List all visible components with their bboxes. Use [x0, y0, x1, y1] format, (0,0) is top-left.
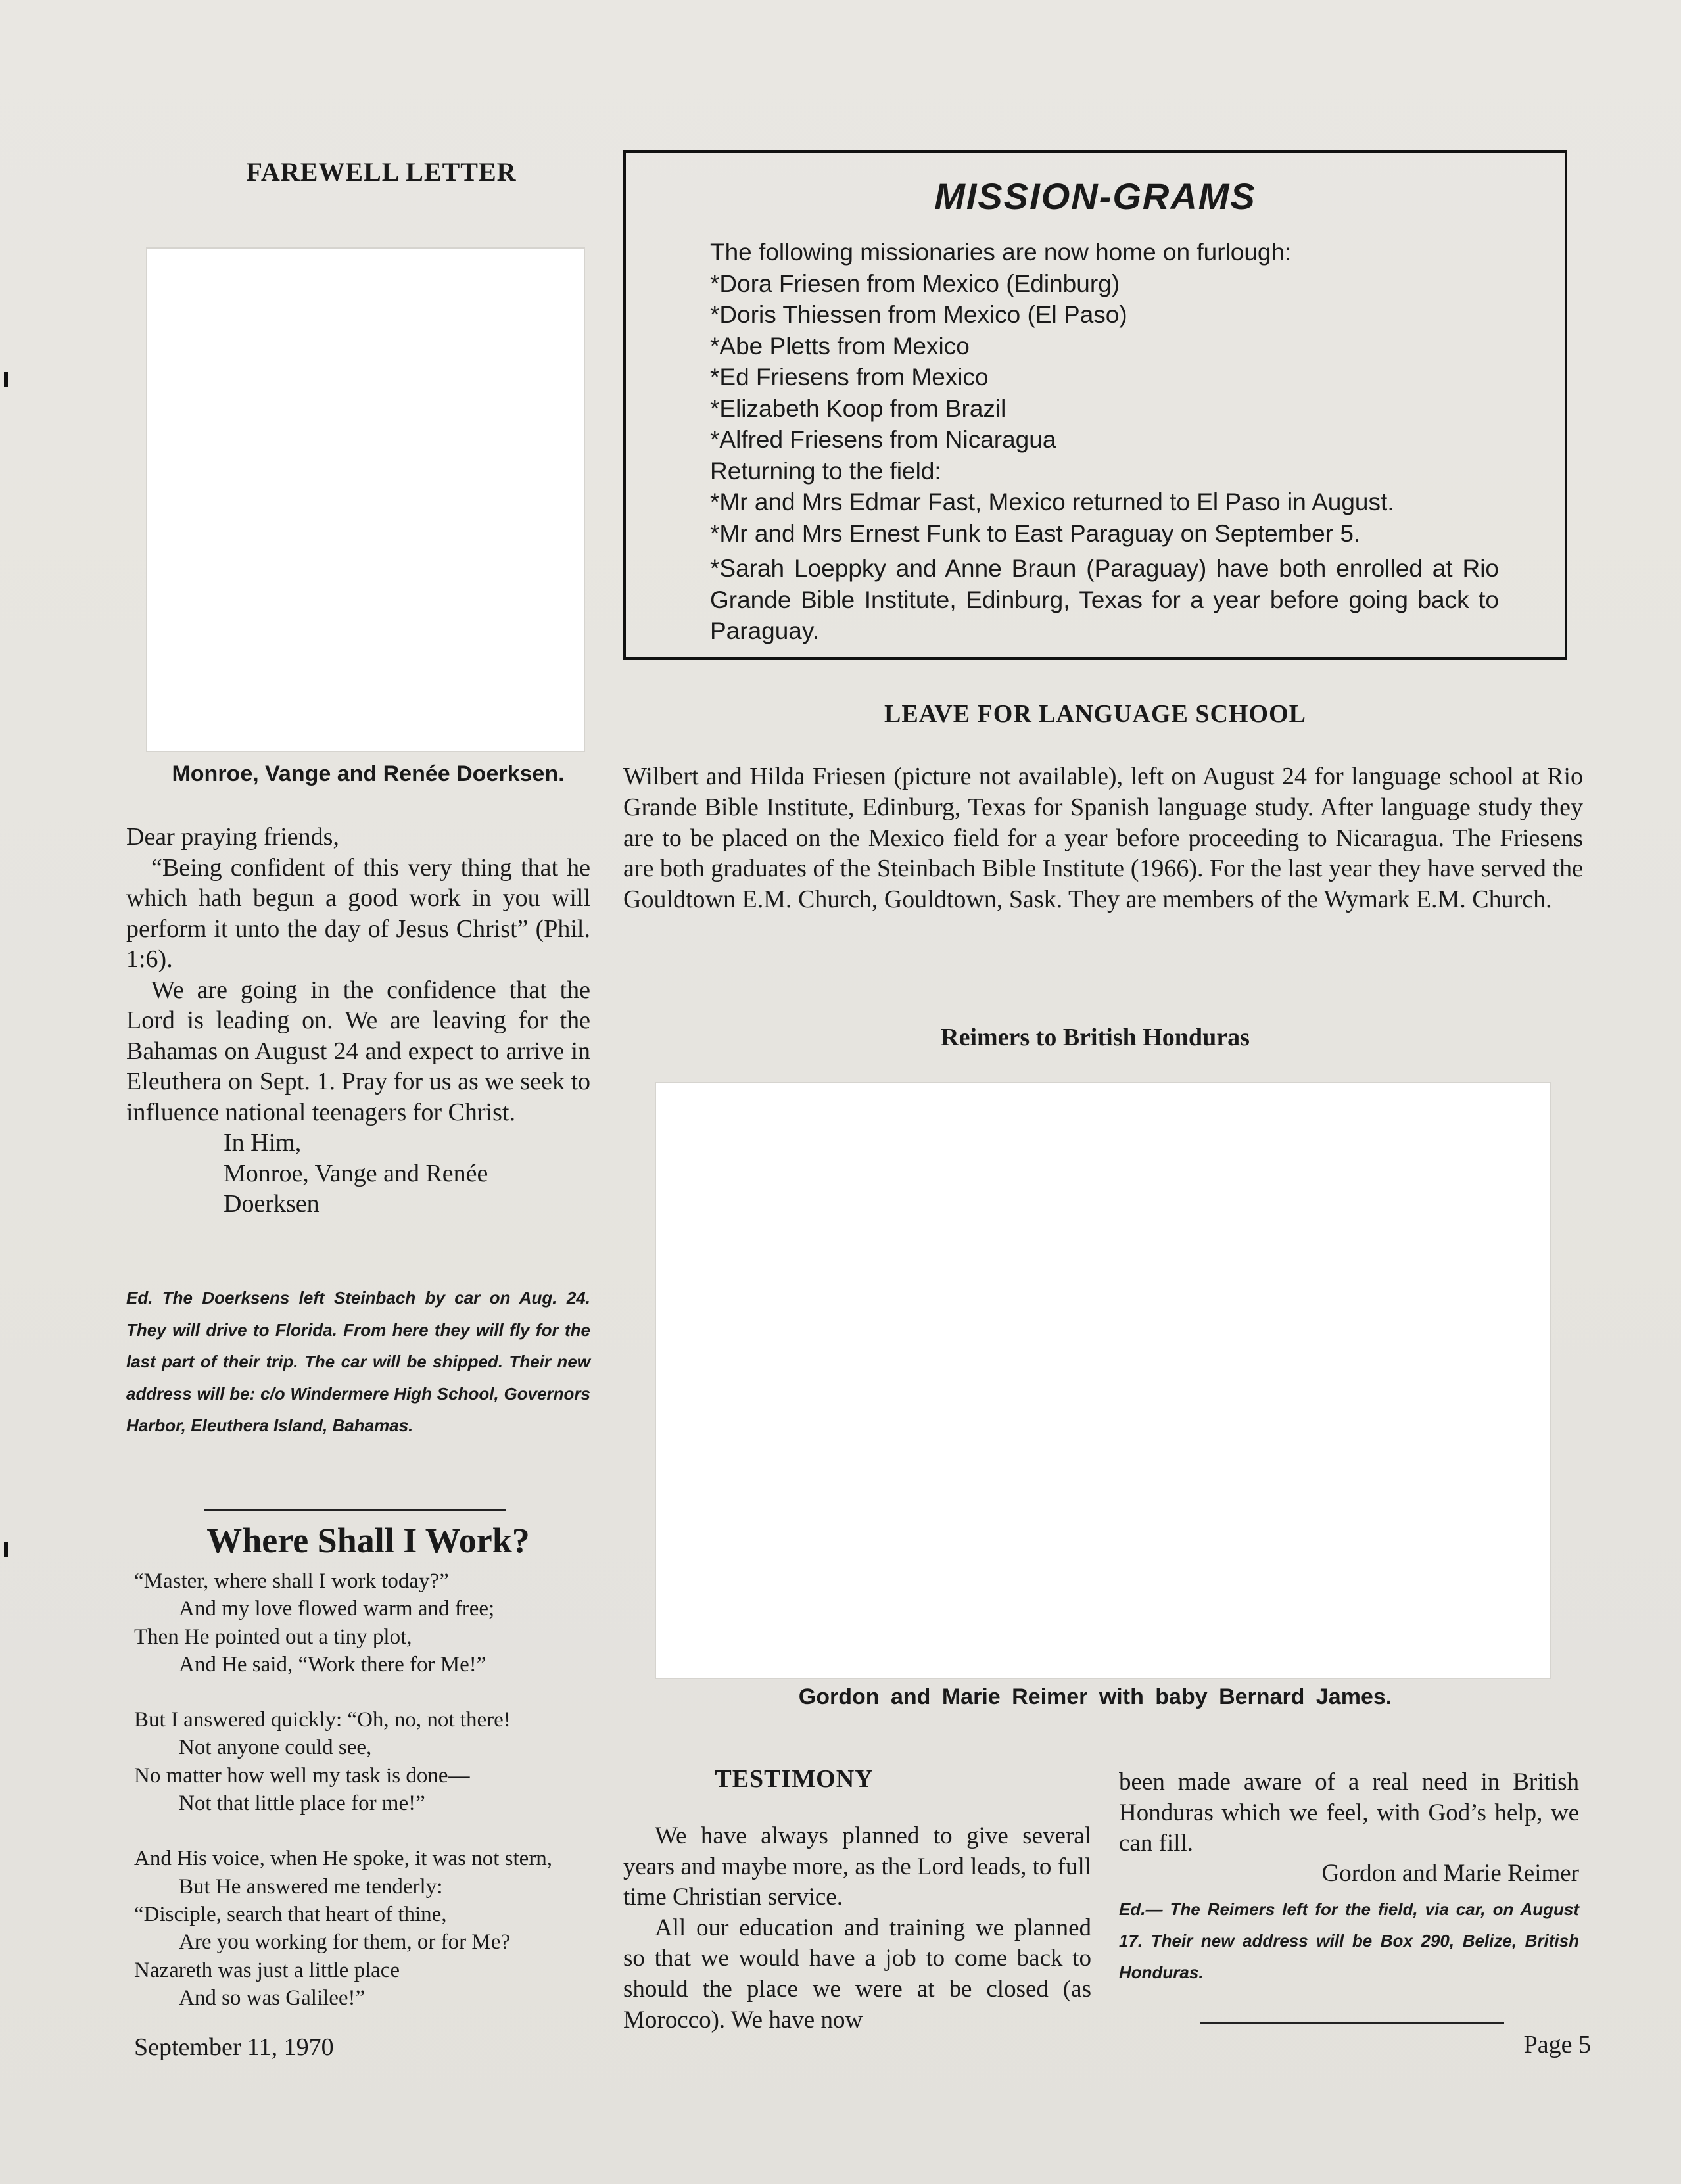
poem-line: “Disciple, search that heart of thine,: [134, 1902, 447, 1926]
poem-line: No matter how well my task is done—: [134, 1763, 470, 1788]
furlough-item: *Dora Friesen from Mexico (Edinburg): [710, 270, 1120, 297]
poem-line: Are you working for them, or for Me?: [179, 1930, 511, 1955]
issue-date: September 11, 1970: [134, 2033, 334, 2061]
returning-label: Returning to the field:: [710, 457, 941, 485]
page-number: Page 5: [1523, 2031, 1591, 2058]
furlough-item: *Alfred Friesens from Nicaragua: [710, 426, 1056, 453]
furlough-item: *Abe Pletts from Mexico: [710, 332, 970, 360]
poem-title: Where Shall I Work?: [206, 1521, 530, 1560]
poem-line: But He answered me tenderly:: [179, 1874, 443, 1899]
poem-line: Nazareth was just a little place: [134, 1958, 400, 1982]
letter-signature-line-1: Monroe, Vange and Renée: [224, 1159, 488, 1187]
reimers-title: Reimers to British Honduras: [941, 1024, 1250, 1051]
poem-line: And my love flowed warm and free;: [179, 1597, 495, 1621]
testimony-continued: been made aware of a real need in British Honduras which we feel, with God’s help, we can fill.: [1119, 1769, 1579, 1857]
doerksen-editor-note: Ed. The Doerksens left Steinbach by car on Aug. 24. They will drive to Florida. From here they will fly for the last part of their trip. The car will be shipped. Their new address will be: c/o Windermere High School, Governors Harbor, Eleuthera Island, Bahamas.: [126, 1288, 590, 1435]
doerksen-photo: [146, 247, 585, 752]
farewell-letter: [126, 822, 590, 1220]
language-school-body: Wilbert and Hilda Friesen (picture not available), left on August 24 for language school at Rio Grande Bible Institute, Edinburg, Texas for Spanish language study. After language study they are to be placed on the Mexico field for a year before proceeding to Nicaragua. The Friesens are both graduates of the Steinbach Bible Institute (1966). For the last year they have served the Gouldtown E.M. Church, Gouldtown, Sask. They are members of the Wymark E.M. Church.: [623, 763, 1583, 914]
reimer-photo-caption: Gordon and Marie Reimer with baby Bernard James.: [798, 1684, 1392, 1709]
mission-grams-body: [710, 237, 1499, 647]
furlough-intro: The following missionaries are now home on furlough:: [710, 239, 1292, 266]
letter-closing: In Him,: [224, 1129, 302, 1156]
poem-line: And so was Galilee!”: [179, 1985, 366, 2010]
poem-line: But I answered quickly: “Oh, no, not there!: [134, 1708, 511, 1732]
furlough-item: *Elizabeth Koop from Brazil: [710, 394, 1006, 422]
furlough-item: *Doris Thiessen from Mexico (El Paso): [710, 301, 1127, 328]
poem-line: And He said, “Work there for Me!”: [179, 1652, 486, 1676]
reimer-editor-note: Ed.— The Reimers left for the field, via car, on August 17. Their new address will be Box 290, Belize, British Honduras.: [1119, 1899, 1579, 1982]
letter-greeting: Dear praying friends,: [126, 823, 339, 851]
letter-paragraph-1: “Being confident of this very thing that he which hath begun a good work in you will perform it unto the day of Jesus Christ” (Phil. 1:6).: [126, 853, 590, 973]
margin-mark-top: [4, 372, 8, 387]
section-divider-left: [204, 1509, 506, 1511]
reimer-photo: [655, 1082, 1551, 1679]
poem-line: Not that little place for me!”: [179, 1792, 425, 1816]
margin-mark-bottom: [4, 1542, 8, 1557]
testimony-paragraph-2: All our education and training we planned so that we would have a job to come back to should the place we were at be closed (as Morocco). We have now: [623, 1914, 1091, 2033]
language-school-title: LEAVE FOR LANGUAGE SCHOOL: [884, 700, 1306, 728]
testimony-body: [623, 1821, 1091, 2035]
returning-item: *Mr and Mrs Ernest Funk to East Paraguay on September 5.: [710, 519, 1361, 547]
returning-item: *Sarah Loeppky and Anne Braun (Paraguay) have both enrolled at Rio Grande Bible Institute, Edinburg, Texas for a year before going back to Paraguay.: [710, 555, 1499, 644]
section-divider-right: [1200, 2022, 1504, 2024]
testimony-title: TESTIMONY: [715, 1765, 874, 1793]
poem-line: And His voice, when He spoke, it was not stern,: [134, 1847, 553, 1871]
poem-line: Not anyone could see,: [179, 1736, 372, 1760]
testimony-signature: Gordon and Marie Reimer: [1321, 1860, 1579, 1887]
letter-paragraph-2: We are going in the confidence that the Lord is leading on. We are leaving for the Bahamas on August 24 and expect to arrive in Eleuthera on Sept. 1. Pray for us as we seek to influence national teenagers for Christ.: [126, 976, 590, 1126]
letter-signature-line-2: Doerksen: [224, 1190, 320, 1218]
farewell-title: FAREWELL LETTER: [246, 157, 517, 187]
testimony-paragraph-1: We have always planned to give several years and maybe more, as the Lord leads, to full time Christian service.: [623, 1822, 1092, 1911]
poem: [134, 1567, 607, 2012]
returning-item: *Mr and Mrs Edmar Fast, Mexico returned to El Paso in August.: [710, 488, 1394, 515]
mission-grams-title: MISSION-GRAMS: [934, 176, 1256, 217]
poem-line: “Master, where shall I work today?”: [134, 1569, 449, 1593]
poem-line: Then He pointed out a tiny plot,: [134, 1625, 412, 1649]
doerksen-photo-caption: Monroe, Vange and Renée Doerksen.: [172, 761, 565, 786]
furlough-item: *Ed Friesens from Mexico: [710, 364, 989, 391]
